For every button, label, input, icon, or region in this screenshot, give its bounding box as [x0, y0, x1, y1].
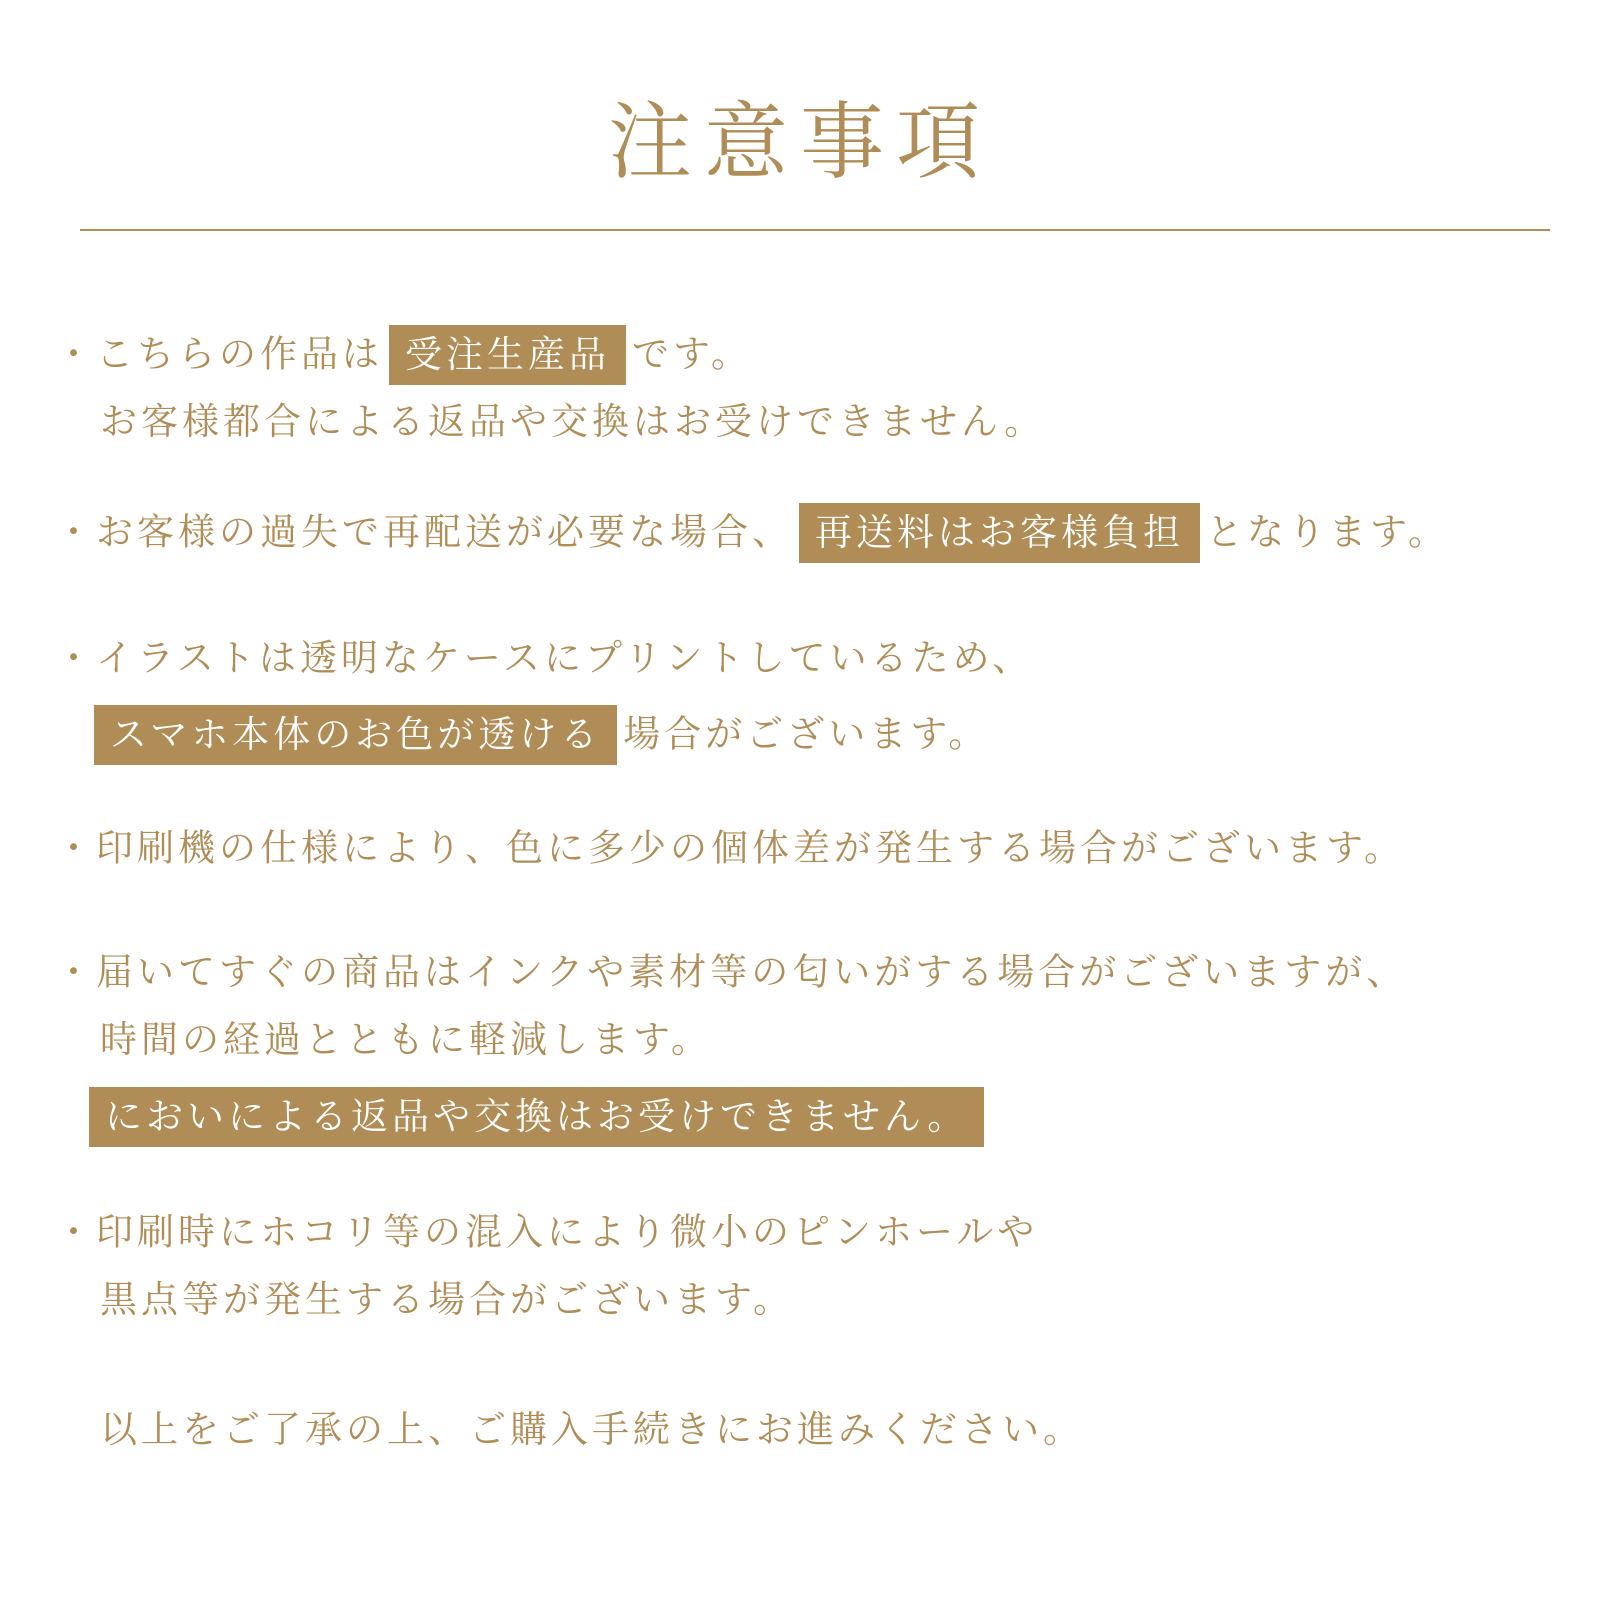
- highlight-no-return-odor: においによる返品や交換はお受けできません。: [89, 1087, 984, 1147]
- notice-text: となります。: [1206, 510, 1450, 554]
- title-divider: [80, 229, 1550, 231]
- notice-text: お客様の過失で再配送が必要な場合、: [96, 510, 793, 554]
- notice-text: です。: [632, 332, 753, 376]
- notice-1-line-2: お客様都合による返品や交換はお受けできません。: [100, 400, 1046, 443]
- bullet: ・: [55, 950, 96, 994]
- notice-1-line-1: [55, 322, 752, 382]
- notice-5-line-2: 時間の経過とともに軽減します。: [100, 1018, 713, 1061]
- notice-text: 印刷機の仕様により、色に多少の個体差が発生する場合がございます。: [96, 826, 1406, 870]
- notice-text: 届いてすぐの商品はインクや素材等の匂いがする場合がございますが、: [96, 950, 1408, 994]
- notice-text: イラストは透明なケースにプリントしているため、: [96, 636, 1034, 680]
- bullet: ・: [55, 510, 96, 554]
- bullet: ・: [55, 1210, 96, 1254]
- highlight-made-to-order: 受注生産品: [389, 325, 626, 385]
- bullet: ・: [55, 636, 96, 680]
- notice-text: 印刷時にホコリ等の混入により微小のピンホールや: [96, 1210, 1039, 1254]
- highlight-see-through: スマホ本体のお色が透ける: [94, 705, 617, 765]
- notice-5-line-1: [55, 940, 1407, 1000]
- notice-text: 場合がございます。: [623, 712, 990, 756]
- notice-3-line-2: [94, 702, 989, 762]
- notice-4-line-1: [55, 816, 1405, 876]
- notice-2-line-1: [55, 500, 1449, 560]
- highlight-shipping-fee: 再送料はお客様負担: [799, 503, 1200, 563]
- bullet: ・: [55, 332, 96, 376]
- notice-5-line-3: [89, 1084, 990, 1144]
- notice-3-line-1: [55, 626, 1033, 686]
- notice-6-line-1: [55, 1200, 1038, 1260]
- notice-text: こちらの作品は: [96, 332, 383, 376]
- page-title: 注意事項: [607, 93, 992, 191]
- closing-text: 以上をご了承の上、ご購入手続きにお進みください。: [100, 1408, 1084, 1451]
- notice-6-line-2: 黒点等が発生する場合がございます。: [100, 1278, 795, 1321]
- bullet: ・: [55, 826, 96, 870]
